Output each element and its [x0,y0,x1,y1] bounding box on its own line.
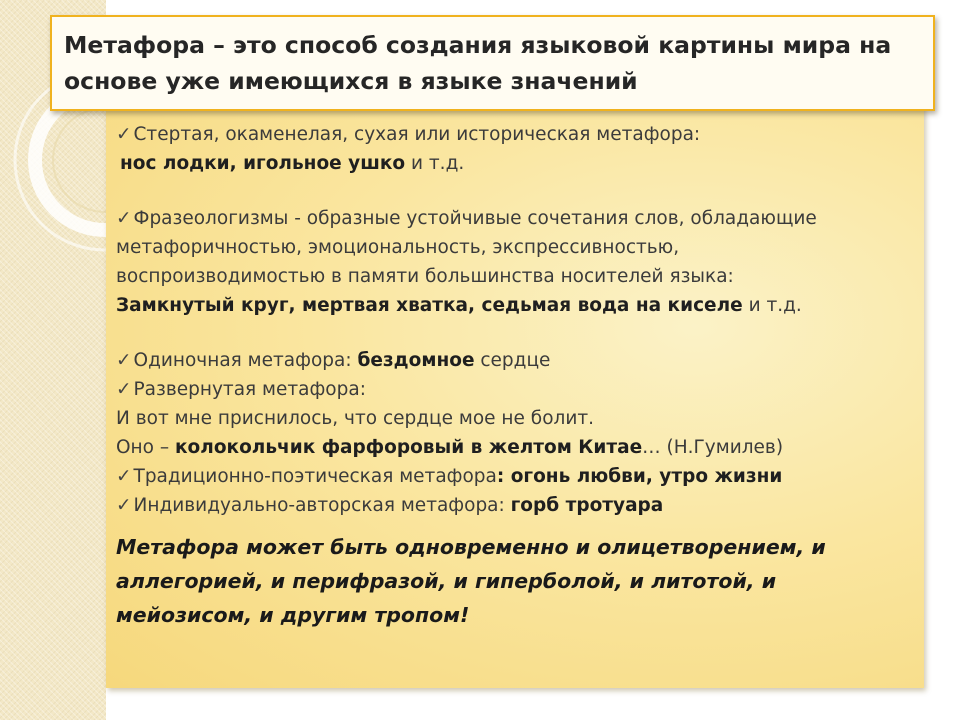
individual-label: Индивидуально-авторская метафора: [133,495,511,516]
summary-text: Метафора может быть одновременно и олицетворением, и аллегорией, и перифразой, и гиперболой, и литотой, и мейозисом, и другим тропом! [116,535,826,627]
erased-etc: и т.д. [405,153,465,174]
extended-quote-end: … (Н.Гумилев) [642,437,784,458]
erased-examples-line [116,149,906,178]
traditional-example: : огонь любви, утро жизни [496,466,783,487]
phraseology-line3: воспроизводимостью в памяти большинства носителей языка: [116,266,734,287]
body-text [116,120,906,632]
extended-quote-line1: И вот мне приснилось, что сердце мое не болит. [116,408,595,429]
check-icon: ✓ [116,124,132,145]
phraseology-examples: Замкнутый круг, мертвая хватка, седьмая вода на киселе [116,295,743,316]
erased-examples: нос лодки, игольное ушко [120,153,406,174]
list-item-phraseology [116,204,906,233]
check-icon: ✓ [116,208,132,229]
extended-label: Развернутая метафора: [133,379,366,400]
check-icon: ✓ [116,350,132,371]
list-item-extended [116,375,906,404]
list-item-individual [116,491,906,520]
spacer [116,178,906,204]
check-icon: ✓ [116,495,132,516]
spacer [116,320,906,346]
phraseology-line2: метафоричностью, эмоциональность, экспрессивностью, [116,237,680,258]
extended-quote-bold: колокольчик фарфоровый в желтом Китае [175,437,643,458]
phraseology-etc: и т.д. [742,295,802,316]
phraseology-examples-line [116,291,906,320]
check-icon: ✓ [116,379,132,400]
erased-label: Стертая, окаменелая, сухая или историческая метафора: [133,124,701,145]
traditional-label: Традиционно-поэтическая метафора [133,466,497,487]
check-icon: ✓ [116,466,132,487]
page-title: Метафора – это способ создания языковой картины мира на основе уже имеющихся в языке значений [64,31,892,95]
extended-quote-line2 [116,433,906,462]
single-example-rest: сердце [474,350,551,371]
single-label: Одиночная метафора: [133,350,358,371]
title-box [50,15,935,111]
list-item-traditional [116,462,906,491]
single-example-bold: бездомное [357,350,475,371]
extended-quote-start: Оно – [116,437,175,458]
list-item-single [116,346,906,375]
phraseology-line1: Фразеологизмы - образные устойчивые сочетания слов, обладающие [133,208,817,229]
list-item-erased [116,120,906,149]
individual-example: горб тротуара [510,495,664,516]
